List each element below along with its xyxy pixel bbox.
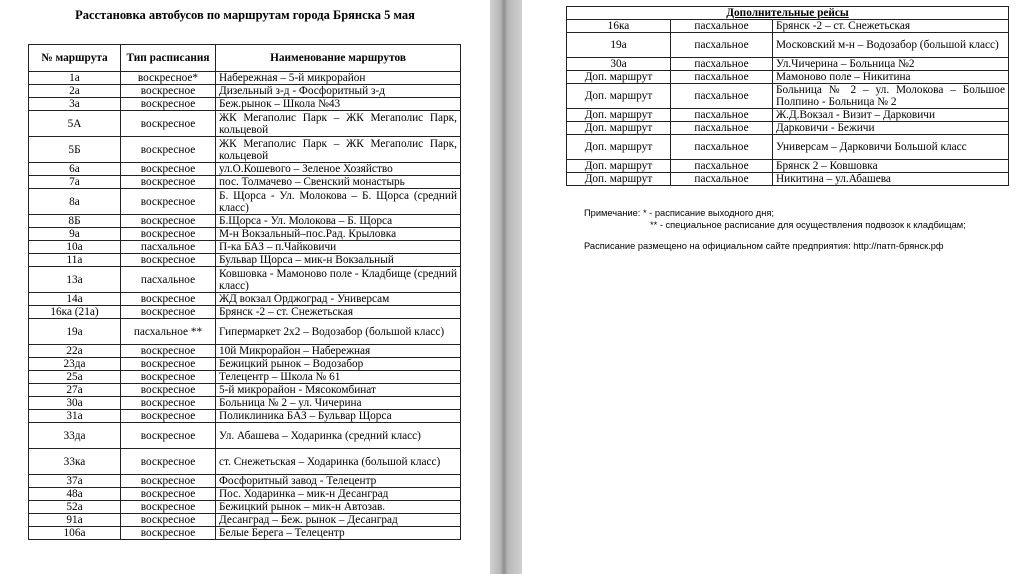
table-row — [29, 449, 461, 475]
route-name-cell: Поликлиника БАЗ – Бульвар Щорса — [216, 410, 461, 423]
route-name-cell: ЖК Мегаполис Парк – ЖК Мегаполис Парк, кольцевой — [216, 111, 461, 137]
route-number-cell: 8а — [29, 189, 121, 215]
table-row — [567, 71, 1009, 84]
route-number-cell: 6а — [29, 163, 121, 176]
table-row — [29, 254, 461, 267]
route-name-cell: Телецентр – Школа № 61 — [216, 371, 461, 384]
note-line-2: ** - специальное расписание для осуществления подвозок к кладбищам; — [650, 220, 966, 230]
header-route-number: № маршрута — [29, 45, 121, 72]
route-number-cell: 1а — [29, 72, 121, 85]
table-row — [29, 371, 461, 384]
route-number-cell: 16ка (21а) — [29, 306, 121, 319]
table-row — [29, 98, 461, 111]
website-note: Расписание размещено на официальном сайте предприятия: http://патп-брянск.рф — [584, 241, 944, 251]
route-name-cell: Ж.Д.Вокзал - Визит – Дарковичи — [773, 109, 1009, 122]
table-row — [29, 319, 461, 345]
schedule-type-cell: воскресное — [121, 163, 216, 176]
schedule-type-cell: воскресное — [121, 397, 216, 410]
schedule-type-cell: воскресное — [121, 449, 216, 475]
schedule-type-cell: воскресное — [121, 410, 216, 423]
route-number-cell: 14а — [29, 293, 121, 306]
schedule-type-cell: воскресное* — [121, 72, 216, 85]
schedule-type-cell: воскресное — [121, 228, 216, 241]
route-name-cell: Бежицкий рынок – мик-н Автозав. — [216, 501, 461, 514]
route-name-cell: Больница № 2 – ул. Молокова – Большое Полпино - Больница № 2 — [773, 84, 1009, 109]
route-name-cell: Больница № 2 – ул. Чичерина — [216, 397, 461, 410]
table-row — [29, 111, 461, 137]
schedule-type-cell: воскресное — [121, 345, 216, 358]
route-name-cell: 5-й микрорайон - Мясокомбинат — [216, 384, 461, 397]
route-name-cell: П-ка БАЗ – п.Чайковичи — [216, 241, 461, 254]
route-number-cell: 3а — [29, 98, 121, 111]
table-row — [567, 33, 1009, 58]
schedule-type-cell: пасхальное — [671, 33, 773, 58]
header-route-name: Наименование маршрутов — [216, 45, 461, 72]
route-name-cell: Брянск 2 – Ковшовка — [773, 160, 1009, 173]
route-name-cell: Набережная – 5-й микрорайон — [216, 72, 461, 85]
route-number-cell: Доп. маршрут — [567, 109, 671, 122]
route-name-cell: Пос. Ходаринка – мик-н Десанград — [216, 488, 461, 501]
main-routes-table — [28, 44, 461, 540]
table-row — [29, 241, 461, 254]
table-row — [29, 397, 461, 410]
table-row — [29, 85, 461, 98]
schedule-type-cell: воскресное — [121, 254, 216, 267]
route-number-cell: 19а — [29, 319, 121, 345]
route-name-cell: ст. Снежетьская – Ходаринка (большой класс) — [216, 449, 461, 475]
schedule-type-cell: воскресное — [121, 384, 216, 397]
schedule-type-cell: воскресное — [121, 488, 216, 501]
schedule-type-cell: пасхальное — [671, 20, 773, 33]
page-divider — [490, 0, 522, 574]
route-name-cell: Московский м-н – Водозабор (большой класс) — [773, 33, 1009, 58]
route-number-cell: 30а — [567, 58, 671, 71]
route-name-cell: Универсам – Дарковичи Большой класс — [773, 135, 1009, 160]
note-line-1: Примечание: * - расписание выходного дня; — [584, 208, 774, 218]
route-number-cell: 48а — [29, 488, 121, 501]
table-row — [29, 527, 461, 540]
schedule-type-cell: воскресное — [121, 215, 216, 228]
route-number-cell: 33ка — [29, 449, 121, 475]
route-name-cell: Фосфоритный завод - Телецентр — [216, 475, 461, 488]
route-name-cell: Беж.рынок – Школа №43 — [216, 98, 461, 111]
table-row — [29, 358, 461, 371]
schedule-type-cell: воскресное — [121, 176, 216, 189]
route-number-cell: 13а — [29, 267, 121, 293]
table-row — [29, 345, 461, 358]
schedule-type-cell: пасхальное ** — [121, 319, 216, 345]
route-number-cell: Доп. маршрут — [567, 135, 671, 160]
table-row — [29, 501, 461, 514]
schedule-type-cell: воскресное — [121, 514, 216, 527]
table-row — [567, 135, 1009, 160]
schedule-type-cell: воскресное — [121, 111, 216, 137]
schedule-type-cell: пасхальное — [671, 109, 773, 122]
table-row — [567, 109, 1009, 122]
route-name-cell: Дарковичи - Бежичи — [773, 122, 1009, 135]
table-row — [567, 122, 1009, 135]
table-row — [29, 410, 461, 423]
schedule-type-cell: воскресное — [121, 137, 216, 163]
route-number-cell: 22а — [29, 345, 121, 358]
route-name-cell: пос. Толмачево – Свенский монастырь — [216, 176, 461, 189]
route-name-cell: 10й Микрорайон – Набережная — [216, 345, 461, 358]
schedule-type-cell: воскресное — [121, 527, 216, 540]
table-row — [29, 163, 461, 176]
route-name-cell: ЖД вокзал Орджоград - Универсам — [216, 293, 461, 306]
table-row — [29, 189, 461, 215]
schedule-type-cell: пасхальное — [671, 84, 773, 109]
schedule-type-cell: воскресное — [121, 423, 216, 449]
route-number-cell: 19а — [567, 33, 671, 58]
schedule-type-cell: пасхальное — [121, 267, 216, 293]
schedule-type-cell: пасхальное — [671, 58, 773, 71]
route-number-cell: 16ка — [567, 20, 671, 33]
extra-table-header — [567, 7, 1009, 20]
route-number-cell: 7а — [29, 176, 121, 189]
route-name-cell: Ул.Чичерина – Больница №2 — [773, 58, 1009, 71]
table-row — [29, 384, 461, 397]
route-name-cell: Десанград – Беж. рынок – Десанград — [216, 514, 461, 527]
route-name-cell: Б. Щорса - Ул. Молокова – Б. Щорса (средний класс) — [216, 189, 461, 215]
schedule-type-cell: воскресное — [121, 85, 216, 98]
extra-trips-table — [566, 6, 1009, 186]
schedule-type-cell: воскресное — [121, 501, 216, 514]
schedule-type-cell: воскресное — [121, 358, 216, 371]
route-number-cell: 27а — [29, 384, 121, 397]
route-number-cell: 25а — [29, 371, 121, 384]
route-name-cell: Гипермаркет 2х2 – Водозабор (большой класс) — [216, 319, 461, 345]
schedule-type-cell: пасхальное — [671, 71, 773, 84]
route-name-cell: Бульвар Щорса – мик-н Вокзальный — [216, 254, 461, 267]
table-row — [29, 306, 461, 319]
route-name-cell: Дизельный з-д - Фосфоритный з-д — [216, 85, 461, 98]
route-name-cell: ЖК Мегаполис Парк – ЖК Мегаполис Парк, кольцевой — [216, 137, 461, 163]
table-row — [567, 173, 1009, 186]
schedule-type-cell: пасхальное — [671, 173, 773, 186]
route-name-cell: Ул. Абашева – Ходаринка (средний класс) — [216, 423, 461, 449]
route-number-cell: 9а — [29, 228, 121, 241]
table-row — [29, 215, 461, 228]
schedule-type-cell: пасхальное — [671, 122, 773, 135]
route-number-cell: 33да — [29, 423, 121, 449]
route-name-cell: Бежицкий рынок – Водозабор — [216, 358, 461, 371]
route-number-cell: 23да — [29, 358, 121, 371]
route-number-cell: 5А — [29, 111, 121, 137]
schedule-type-cell: пасхальное — [671, 160, 773, 173]
table-row — [29, 176, 461, 189]
route-number-cell: 10а — [29, 241, 121, 254]
route-name-cell: Мамоново поле – Никитина — [773, 71, 1009, 84]
table-row — [29, 137, 461, 163]
route-name-cell: Брянск -2 – ст. Снежетьская — [216, 306, 461, 319]
route-number-cell: 8Б — [29, 215, 121, 228]
route-name-cell: Ковшовка - Мамоново поле - Кладбище (средний класс) — [216, 267, 461, 293]
table-row — [567, 20, 1009, 33]
route-name-cell: Никитина – ул.Абашева — [773, 173, 1009, 186]
route-number-cell: Доп. маршрут — [567, 84, 671, 109]
header-schedule-type: Тип расписания — [121, 45, 216, 72]
schedule-type-cell: воскресное — [121, 189, 216, 215]
table-row — [29, 72, 461, 85]
extra-trips-title: Дополнительные рейсы — [567, 7, 1009, 20]
route-number-cell: 91а — [29, 514, 121, 527]
route-name-cell: ул.О.Кошевого – Зеленое Хозяйство — [216, 163, 461, 176]
table-row — [29, 475, 461, 488]
main-table-header — [29, 45, 461, 72]
schedule-type-cell: пасхальное — [121, 241, 216, 254]
route-number-cell: Доп. маршрут — [567, 160, 671, 173]
route-number-cell: 52а — [29, 501, 121, 514]
schedule-type-cell: воскресное — [121, 371, 216, 384]
table-row — [29, 267, 461, 293]
table-row — [567, 58, 1009, 71]
schedule-type-cell: воскресное — [121, 293, 216, 306]
route-name-cell: Б.Щорса - Ул. Молокова – Б. Щорса — [216, 215, 461, 228]
table-row — [29, 514, 461, 527]
table-row — [567, 160, 1009, 173]
route-number-cell: 30а — [29, 397, 121, 410]
route-number-cell: Доп. маршрут — [567, 71, 671, 84]
table-row — [29, 423, 461, 449]
table-row — [29, 293, 461, 306]
schedule-type-cell: пасхальное — [671, 135, 773, 160]
route-name-cell: Брянск -2 – ст. Снежетьская — [773, 20, 1009, 33]
schedule-page-left — [0, 0, 490, 574]
route-number-cell: 5Б — [29, 137, 121, 163]
schedule-type-cell: воскресное — [121, 98, 216, 111]
table-row — [29, 488, 461, 501]
route-name-cell: М-н Вокзальный–пос.Рад. Крыловка — [216, 228, 461, 241]
route-number-cell: 11а — [29, 254, 121, 267]
schedule-type-cell: воскресное — [121, 306, 216, 319]
table-row — [29, 228, 461, 241]
route-number-cell: 106а — [29, 527, 121, 540]
route-number-cell: 2а — [29, 85, 121, 98]
route-number-cell: Доп. маршрут — [567, 122, 671, 135]
route-number-cell: 37а — [29, 475, 121, 488]
table-row — [567, 84, 1009, 109]
schedule-type-cell: воскресное — [121, 475, 216, 488]
route-name-cell: Белые Берега – Телецентр — [216, 527, 461, 540]
schedule-page-right — [522, 0, 1024, 574]
route-number-cell: Доп. маршрут — [567, 173, 671, 186]
document-title: Расстановка автобусов по маршрутам города Брянска 5 мая — [75, 8, 415, 22]
route-number-cell: 31а — [29, 410, 121, 423]
